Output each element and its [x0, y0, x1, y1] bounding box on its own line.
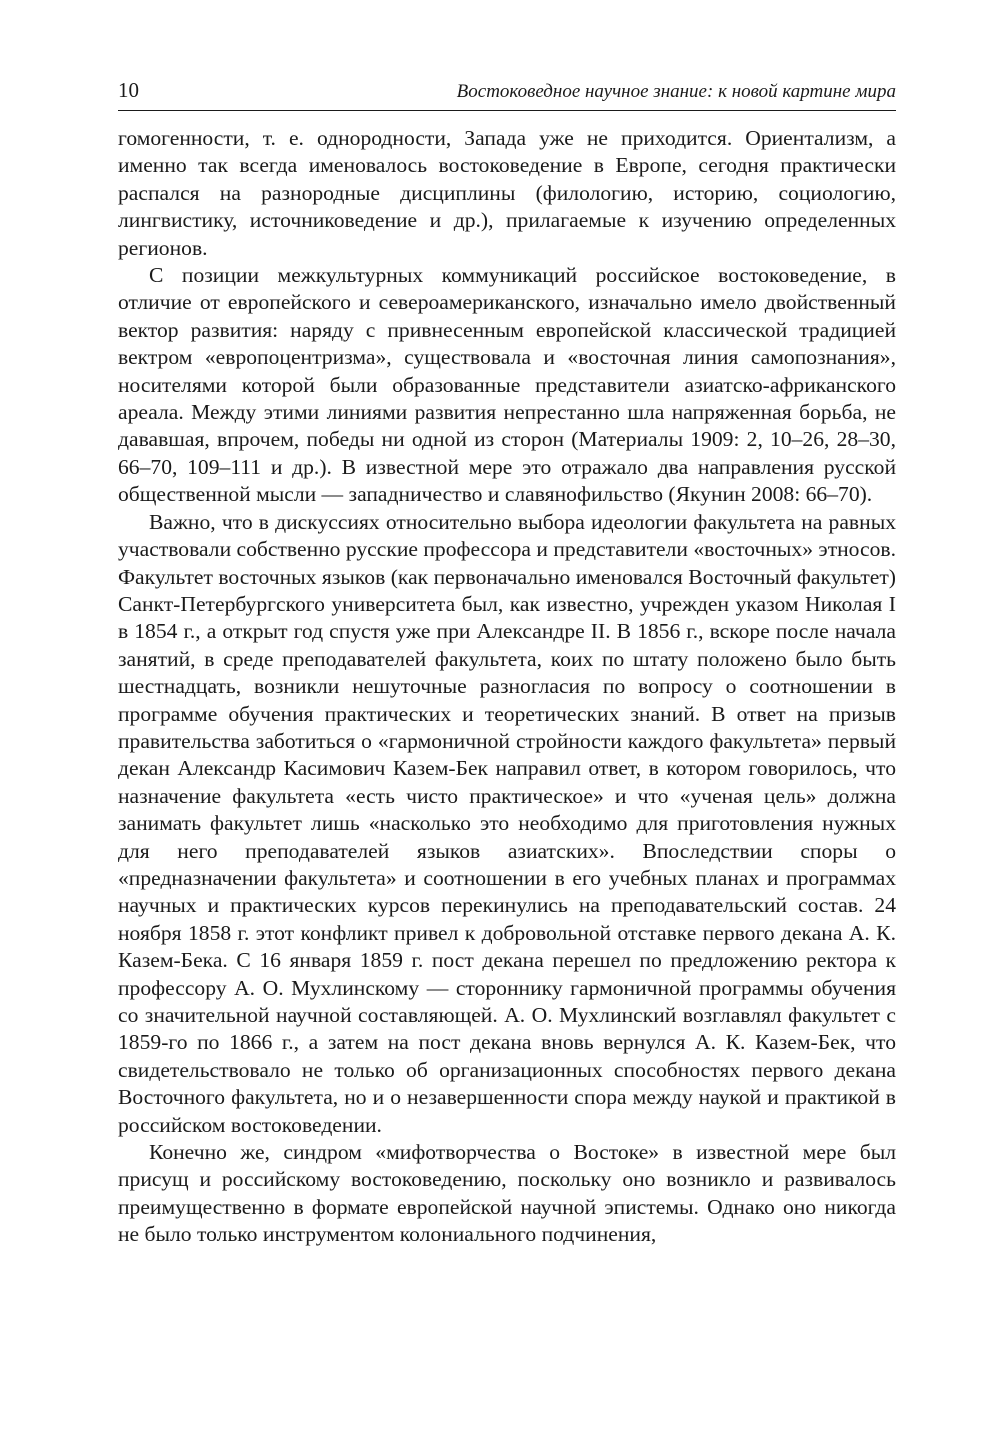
page-number: 10	[118, 78, 139, 102]
paragraph-intercultural: С позиции межкультурных коммуникаций российское востоковедение, в отличие от европейского и североамериканского, изначально имело двойственный вектор развития: наряду с привнесенным европейской классической традицией вектром «европоцентризма», существовала и «восточная линия самопознания», носителями которой были образованные представители азиатско-африканского ареала. Между этими линиями развития непрестанно шла напряженная борьба, не дававшая, впрочем, победы ни одной из сторон (Материалы 1909: 2, 10–26, 28–30, 66–70, 109–111 и др.). В известной мере это отражало два направления русской общественной мысли — западничество и славянофильство (Якунин 2008: 66–70).	[118, 263, 896, 507]
body-text	[118, 125, 896, 1249]
running-head	[118, 78, 896, 111]
paragraph-faculty-history: Важно, что в дискуссиях относительно выбора идеологии факультета на равных участвовали собственно русские профессора и представители «восточных» этносов. Факультет восточных языков (как первоначально именовался Восточный факультет) Санкт-Петербургского университета был, как известно, учрежден указом Николая I в 1854 г., а открыт год спустя уже при Александре II. В 1856 г., вскоре после начала занятий, в среде преподавателей факультета, коих по штату положено было быть шестнадцать, возникли нешуточные разногласия по вопросу о соотношении в программе обучения практических и теоретических знаний. В ответ на призыв правительства заботиться о «гармоничной стройности каждого факультета» первый декан Александр Касимович Казем-Бек направил ответ, в котором говорилось, что назначение факультета «есть чисто практическое» и что «ученая цель» должна занимать факультет лишь «насколько это необходимо для приготовления нужных для него преподавателей языков азиатских». Впоследствии споры о «предназначении факультета» и соотношении в его учебных планах и программах научных и практических курсов перекинулись на преподавательский состав. 24 ноября 1858 г. этот конфликт привел к добровольной отставке первого декана А. К. Казем-Бека. С 16 января 1859 г. пост декана перешел по предложению ректора к профессору А. О. Мухлинскому — стороннику гармоничной программы обучения со значительной научной составляющей. А. О. Мухлинский возглавлял факультет с 1859-го по 1866 г., а затем на пост декана вновь вернулся А. К. Казем-Бек, что свидетельствовало не только об организационных способностях первого декана Восточного факультета, но и о незавершенности спора между наукой и практикой в российском востоковедении.	[118, 509, 896, 1137]
paragraph-mythmaking: Конечно же, синдром «мифотворчества о Востоке» в известной мере был присущ и российскому востоковедению, поскольку оно возникло и развивалось преимущественно в формате европейской научной эпистемы. Однако оно никогда не было только инструментом колониального подчинения,	[118, 1140, 896, 1247]
running-title: Востоковедное научное знание: к новой картине мира	[456, 81, 896, 102]
paragraph-continued: гомогенности, т. е. однородности, Запада уже не приходится. Ориентализм, а именно так всегда именовалось востоковедение в Европе, сегодня практически распался на разнородные дисциплины (филологию, историю, социологию, лингвистику, источниковедение и др.), прилагаемые к изучению определенных регионов.	[118, 126, 896, 260]
book-page	[118, 78, 896, 1249]
